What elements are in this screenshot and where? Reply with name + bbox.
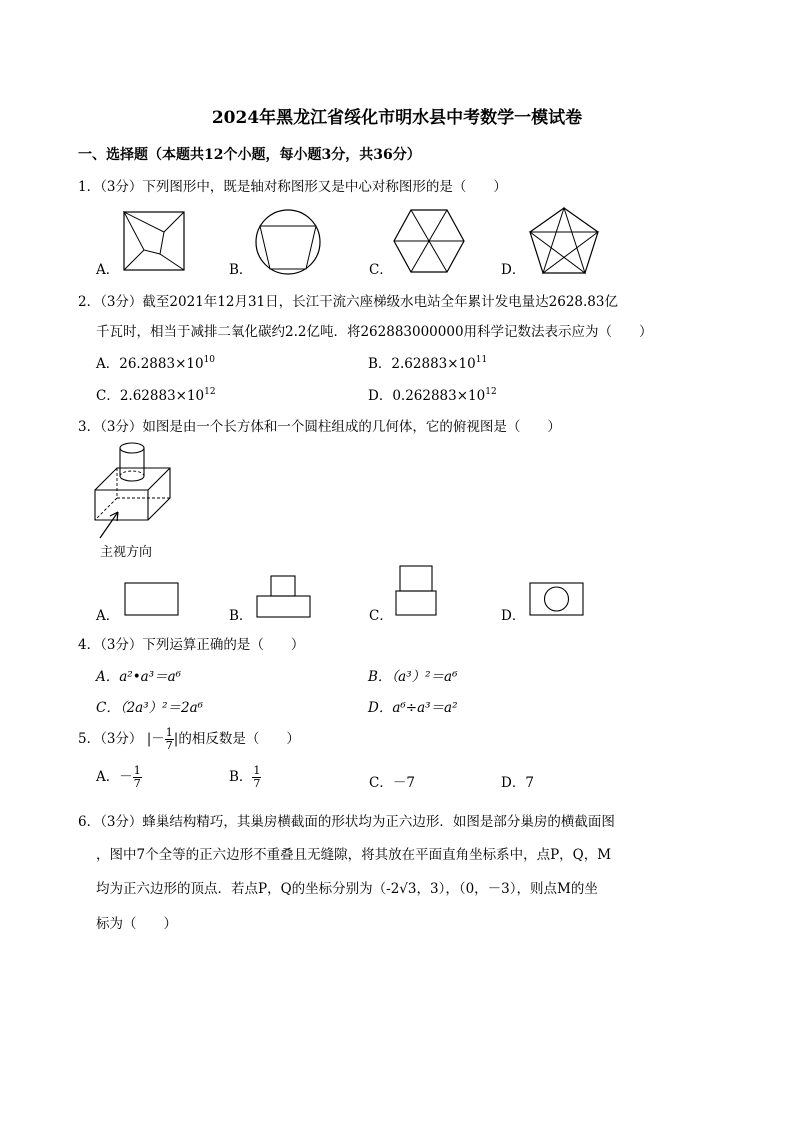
question-1-stem: 1．（3分）下列图形中，既是轴对称图形又是中心对称图形的是（ ） <box>78 179 507 195</box>
q5-option-b-numerator: 1 <box>253 764 261 777</box>
q4-option-c: C．（2a³）²＝2a⁶ <box>96 700 204 716</box>
q1-option-b-label: B． <box>229 262 253 278</box>
q5-option-d: D．7 <box>501 775 534 791</box>
q3-option-d-label: D． <box>501 608 526 624</box>
q3-figure-d-rectangle-circle <box>529 582 585 618</box>
q2-option-c <box>96 384 216 404</box>
q2-option-d <box>368 384 497 404</box>
q3-figure-c-stacked-rectangles <box>395 565 439 617</box>
q1-figure-d-pentagram <box>528 206 600 276</box>
q2-option-b-exponent: 11 <box>475 355 488 365</box>
q5-option-a-numerator: 1 <box>133 764 141 777</box>
q2-option-d-exponent: 12 <box>485 387 497 397</box>
question-2-stem-line2: 千瓦时，相当于减排二氧化碳约2.2亿吨．将262883000000用科学记数法表示应为（ ） <box>96 324 653 340</box>
question-6-stem-line4: 标为（ ） <box>96 916 177 932</box>
q1-option-c-label: C． <box>369 262 393 278</box>
q3-view-direction-caption: 主视方向 <box>100 545 153 560</box>
q5-abs-close: |的相反数是（ ） <box>173 731 300 747</box>
q3-figure-b-stacked-rectangles <box>256 575 312 619</box>
q3-option-b-label: B． <box>229 608 253 624</box>
question-6-stem-line2: ，图中7个全等的正六边形不重叠且无缝隙，将其放在平面直角坐标系中，点P，Q，M <box>96 847 612 863</box>
q4-option-a: A．a²•a³＝a⁶ <box>96 669 182 685</box>
q5-fraction-numerator: 1 <box>165 726 173 739</box>
q2-option-c-exponent: 12 <box>204 387 216 397</box>
q2-option-a <box>96 352 215 372</box>
question-4-stem: 4．（3分）下列运算正确的是（ ） <box>78 637 305 653</box>
q5-option-a-fraction <box>133 765 142 790</box>
q1-figure-b-circle-trapezoid <box>254 208 322 276</box>
q3-solid-figure <box>92 440 182 540</box>
q5-option-c: C．－7 <box>369 775 415 791</box>
q5-fraction-denominator: 7 <box>165 739 173 752</box>
q5-option-b-fraction <box>252 765 261 790</box>
q5-option-a <box>96 765 142 790</box>
q1-option-a-label: A． <box>96 262 120 278</box>
q4-option-d: D．a⁶÷a³＝a² <box>368 700 458 716</box>
q2-option-b-text: B．2.62883×10 <box>368 356 476 372</box>
q5-option-a-denominator: 7 <box>133 777 141 790</box>
q5-abs-open: |－ <box>146 731 165 747</box>
q1-figure-a-square-pinwheel <box>122 210 188 274</box>
q1-option-d-label: D． <box>501 262 526 278</box>
page-title: 2024年黑龙江省绥化市明水县中考数学一模试卷 <box>211 108 583 128</box>
q3-figure-a-rectangle <box>124 582 180 618</box>
q2-option-a-text: A．26.2883×10 <box>96 356 204 372</box>
q4-option-b: B．（a³）²＝a⁶ <box>368 669 458 685</box>
question-6-stem-line3: 均为正六边形的顶点．若点P，Q的坐标分别为（-2√3，3），（0，－3），则点M的坐 <box>96 881 598 897</box>
question-2-stem: 2．（3分）截至2021年12月31日，长江干流六座梯级水电站全年累计发电量达2628.83亿 <box>78 294 618 310</box>
q2-option-a-exponent: 10 <box>203 355 216 365</box>
q5-option-b-denominator: 7 <box>253 777 261 790</box>
q5-option-b-text: B． <box>229 769 253 785</box>
q5-option-b <box>229 765 261 790</box>
question-6-stem: 6．（3分）蜂巢结构精巧，其巢房横截面的形状均为正六边形．如图是部分巢房的横截面图 <box>78 814 615 830</box>
section-heading: 一、选择题（本题共12个小题，每小题3分，共36分） <box>78 147 421 163</box>
q5-prefix: 5．（3分） <box>78 731 143 747</box>
q5-option-a-text: A．－ <box>96 769 133 785</box>
q3-option-a-label: A． <box>96 608 120 624</box>
q2-option-c-text: C．2.62883×10 <box>96 388 205 404</box>
question-3-stem: 3．（3分）如图是由一个长方体和一个圆柱组成的几何体，它的俯视图是（ ） <box>78 419 561 435</box>
q1-figure-c-hexagon <box>392 208 466 274</box>
q5-fraction <box>165 727 174 752</box>
q3-option-c-label: C． <box>369 608 393 624</box>
question-5-stem <box>78 727 300 752</box>
q2-option-d-text: D．0.262883×10 <box>368 388 486 404</box>
q2-option-b <box>368 352 487 372</box>
